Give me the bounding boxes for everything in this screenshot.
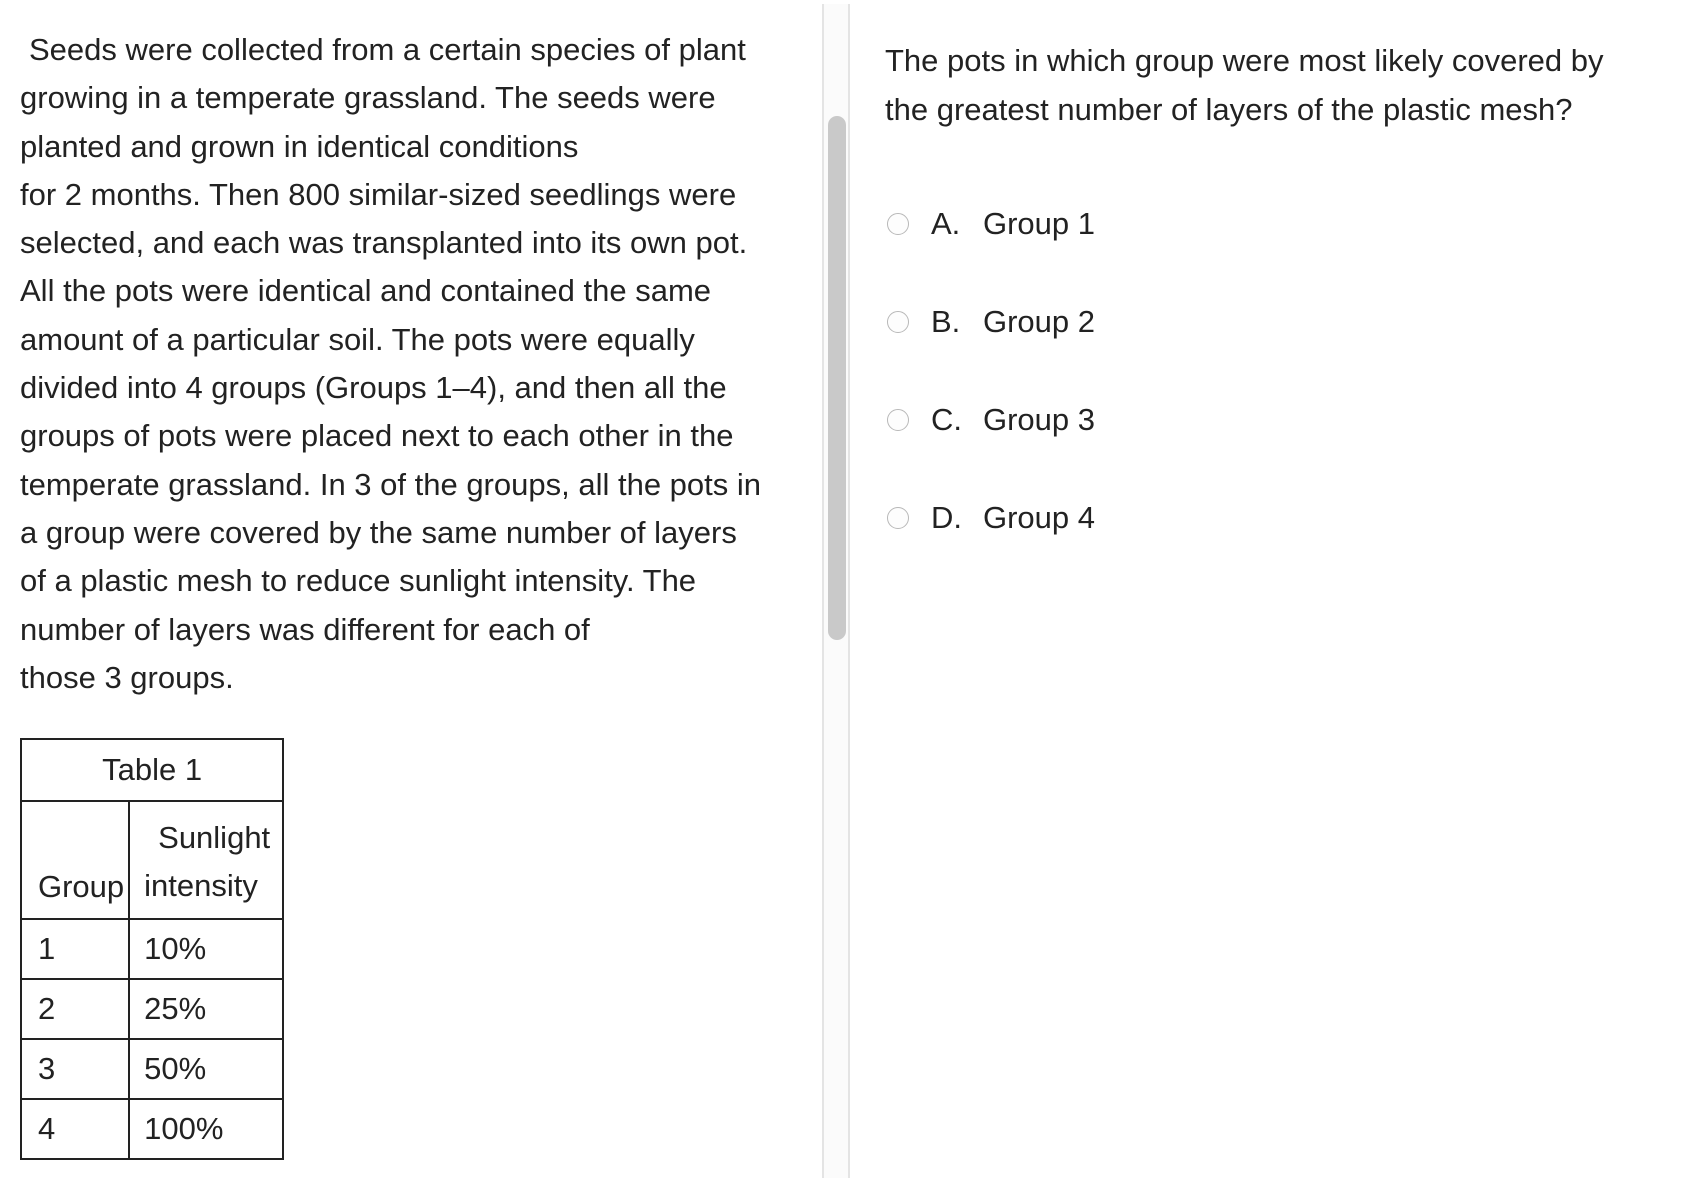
- table-row: [21, 919, 283, 979]
- cell-group: 2: [21, 979, 129, 1039]
- choice-d[interactable]: [887, 495, 1095, 541]
- passage-line: planted and grown in identical conditions: [20, 128, 579, 164]
- passage-line: temperate grassland. In 3 of the groups, all the pots in: [20, 466, 762, 502]
- question-line: The pots in which group were most likely covered by: [885, 43, 1604, 78]
- passage-line: those 3 groups.: [20, 659, 234, 695]
- passage-line: of a plastic mesh to reduce sunlight intensity. The: [20, 563, 697, 599]
- choice-letter: D.: [931, 500, 962, 535]
- choice-c[interactable]: [887, 397, 1095, 443]
- cell-group: 1: [21, 919, 129, 979]
- choice-a[interactable]: [887, 201, 1095, 247]
- choice-label: Group 3: [983, 402, 1096, 437]
- radio-button-icon[interactable]: [887, 311, 909, 333]
- choice-label: Group 1: [983, 206, 1096, 241]
- header-sunlight-line2: intensity: [144, 868, 258, 903]
- radio-button-icon[interactable]: [887, 409, 909, 431]
- passage-text: [20, 26, 810, 702]
- table-caption: Table 1: [20, 738, 284, 800]
- sunlight-table: [20, 738, 284, 1160]
- passage-line: number of layers was different for each of: [20, 611, 590, 647]
- table-header-row: [21, 801, 283, 919]
- header-sunlight-line1: Sunlight: [158, 820, 271, 855]
- question-text: [885, 36, 1675, 134]
- radio-button-icon[interactable]: [887, 507, 909, 529]
- choice-label: Group 2: [983, 304, 1096, 339]
- table-row: [21, 1039, 283, 1099]
- passage-line: for 2 months. Then 800 similar-sized seedlings were: [20, 176, 737, 212]
- choice-label: Group 4: [983, 500, 1096, 535]
- cell-group: 4: [21, 1099, 129, 1159]
- header-sunlight-intensity: [129, 801, 283, 919]
- table-row: [21, 979, 283, 1039]
- cell-sunlight: 100%: [129, 1099, 283, 1159]
- passage-line: divided into 4 groups (Groups 1–4), and then all the: [20, 370, 727, 406]
- table-row: [21, 1099, 283, 1159]
- choice-letter: B.: [931, 304, 961, 339]
- passage-line: groups of pots were placed next to each other in the: [20, 418, 734, 454]
- passage-line: a group were covered by the same number of layers: [20, 514, 737, 550]
- choice-letter: A.: [931, 206, 961, 241]
- passage-line: selected, and each was transplanted into its own pot.: [20, 225, 748, 261]
- choice-letter: C.: [931, 402, 962, 437]
- passage-line: All the pots were identical and contained the same: [20, 273, 712, 309]
- cell-sunlight: 50%: [129, 1039, 283, 1099]
- passage-line: Seeds were collected from a certain species of plant: [29, 32, 746, 67]
- passage-line: growing in a temperate grassland. The seeds were: [20, 80, 716, 116]
- scrollbar-thumb[interactable]: [828, 116, 846, 640]
- cell-sunlight: 25%: [129, 979, 283, 1039]
- cell-group: 3: [21, 1039, 129, 1099]
- radio-button-icon[interactable]: [887, 213, 909, 235]
- question-pane: [885, 0, 1675, 1174]
- passage-line: amount of a particular soil. The pots were equally: [20, 321, 695, 357]
- question-line: the greatest number of layers of the plastic mesh?: [885, 92, 1573, 127]
- passage-pane: [0, 0, 820, 1174]
- header-group: Group: [21, 801, 129, 919]
- choice-b[interactable]: [887, 299, 1095, 345]
- cell-sunlight: 10%: [129, 919, 283, 979]
